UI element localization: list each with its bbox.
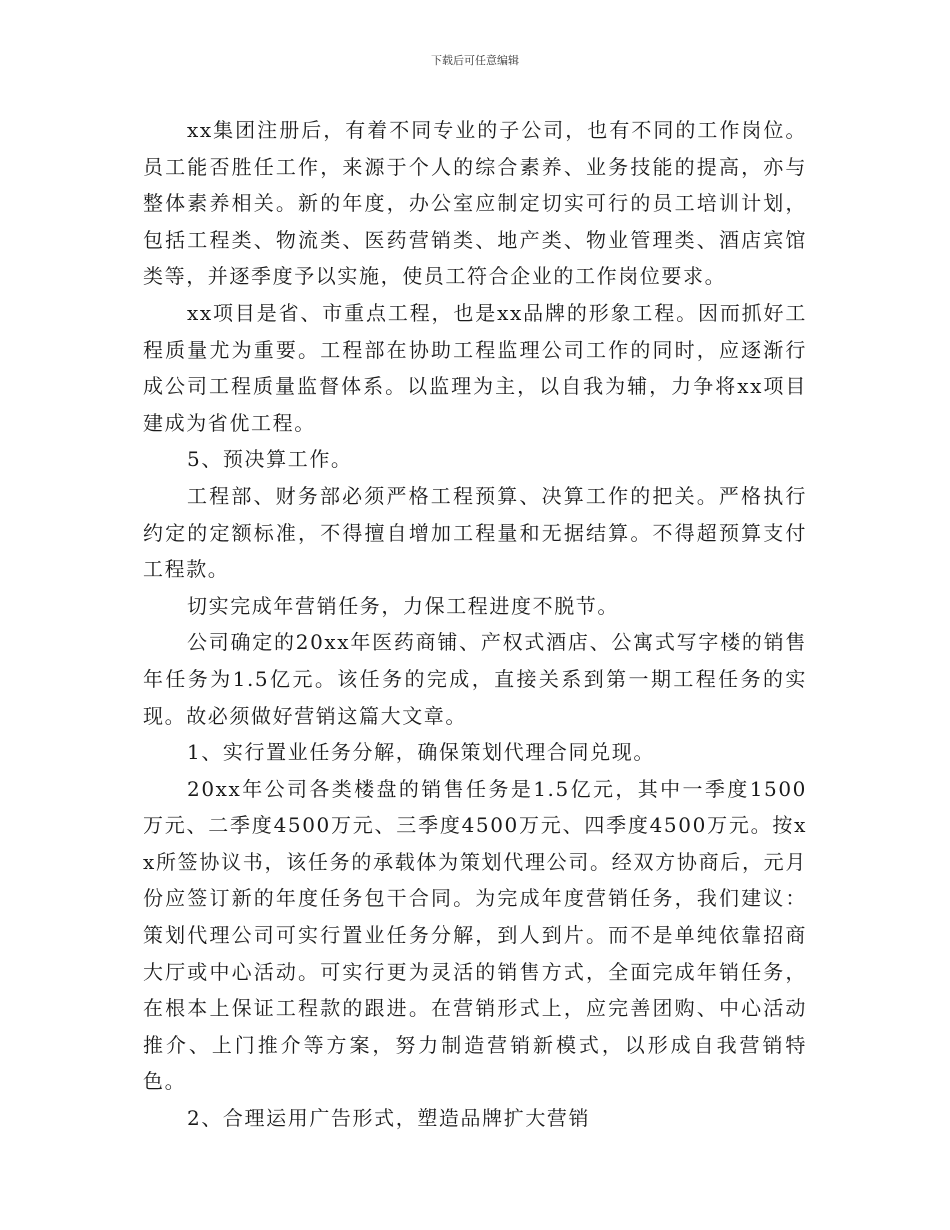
- page-header: 下载后可任意编辑: [431, 54, 519, 67]
- paragraph-annual-sales-target: 公司确定的20xx年医药商铺、产权式酒店、公寓式写字楼的销售年任务为1.5亿元。该任务的完成，直接关系到第一期工程任务的实现。故必须做好营销这篇大文章。: [143, 630, 807, 728]
- heading-sales-task: 切实完成年营销任务，力保工程进度不脱节。: [187, 593, 619, 618]
- heading-task-decomposition: 1、实行置业任务分解，确保策划代理合同兑现。: [187, 740, 655, 765]
- paragraph-budget-control: 工程部、财务部必须严格工程预算、决算工作的把关。严格执行约定的定额标准，不得擅自增加工程量和无据结算。不得超预算支付工程款。: [143, 483, 807, 582]
- heading-budget-settlement: 5、预决算工作。: [187, 447, 353, 472]
- paragraph-staff-training: xx集团注册后，有着不同专业的子公司，也有不同的工作岗位。员工能否胜任工作，来源于个人的综合素养、业务技能的提高，亦与整体素养相关。新的年度，办公室应制定切实可行的员工培训计划，包括工程类、物流类、医药营销类、地产类、物业管理类、酒店宾馆类等，并逐季度予以实施，使员工符合企业的工作岗位要求。: [143, 118, 807, 289]
- heading-advertising: 2、合理运用广告形式，塑造品牌扩大营销: [187, 1106, 591, 1131]
- paragraph-quarterly-sales: 20xx年公司各类楼盘的销售任务是1.5亿元，其中一季度1500万元、二季度4500万元、三季度4500万元、四季度4500万元。按xx所签协议书，该任务的承载体为策划代理公司。经双方协商后，元月份应签订新的年度任务包干合同。为完成年度营销任务，我们建议：策划代理公司可实行置业任务分解，到人到片。而不是单纯依靠招商大厅或中心活动。可实行更为灵活的销售方式，全面完成年销任务，在根本上保证工程款的跟进。在营销形式上，应完善团购、中心活动推介、上门推介等方案，努力制造营销新模式，以形成自我营销特色。: [143, 776, 807, 1094]
- paragraph-project-quality: xx项目是省、市重点工程，也是xx品牌的形象工程。因而抓好工程质量尤为重要。工程部在协助工程监理公司工作的同时，应逐渐行成公司工程质量监督体系。以监理为主，以自我为辅，力争将xx项目建成为省优工程。: [143, 300, 807, 435]
- document-body: [143, 112, 807, 1137]
